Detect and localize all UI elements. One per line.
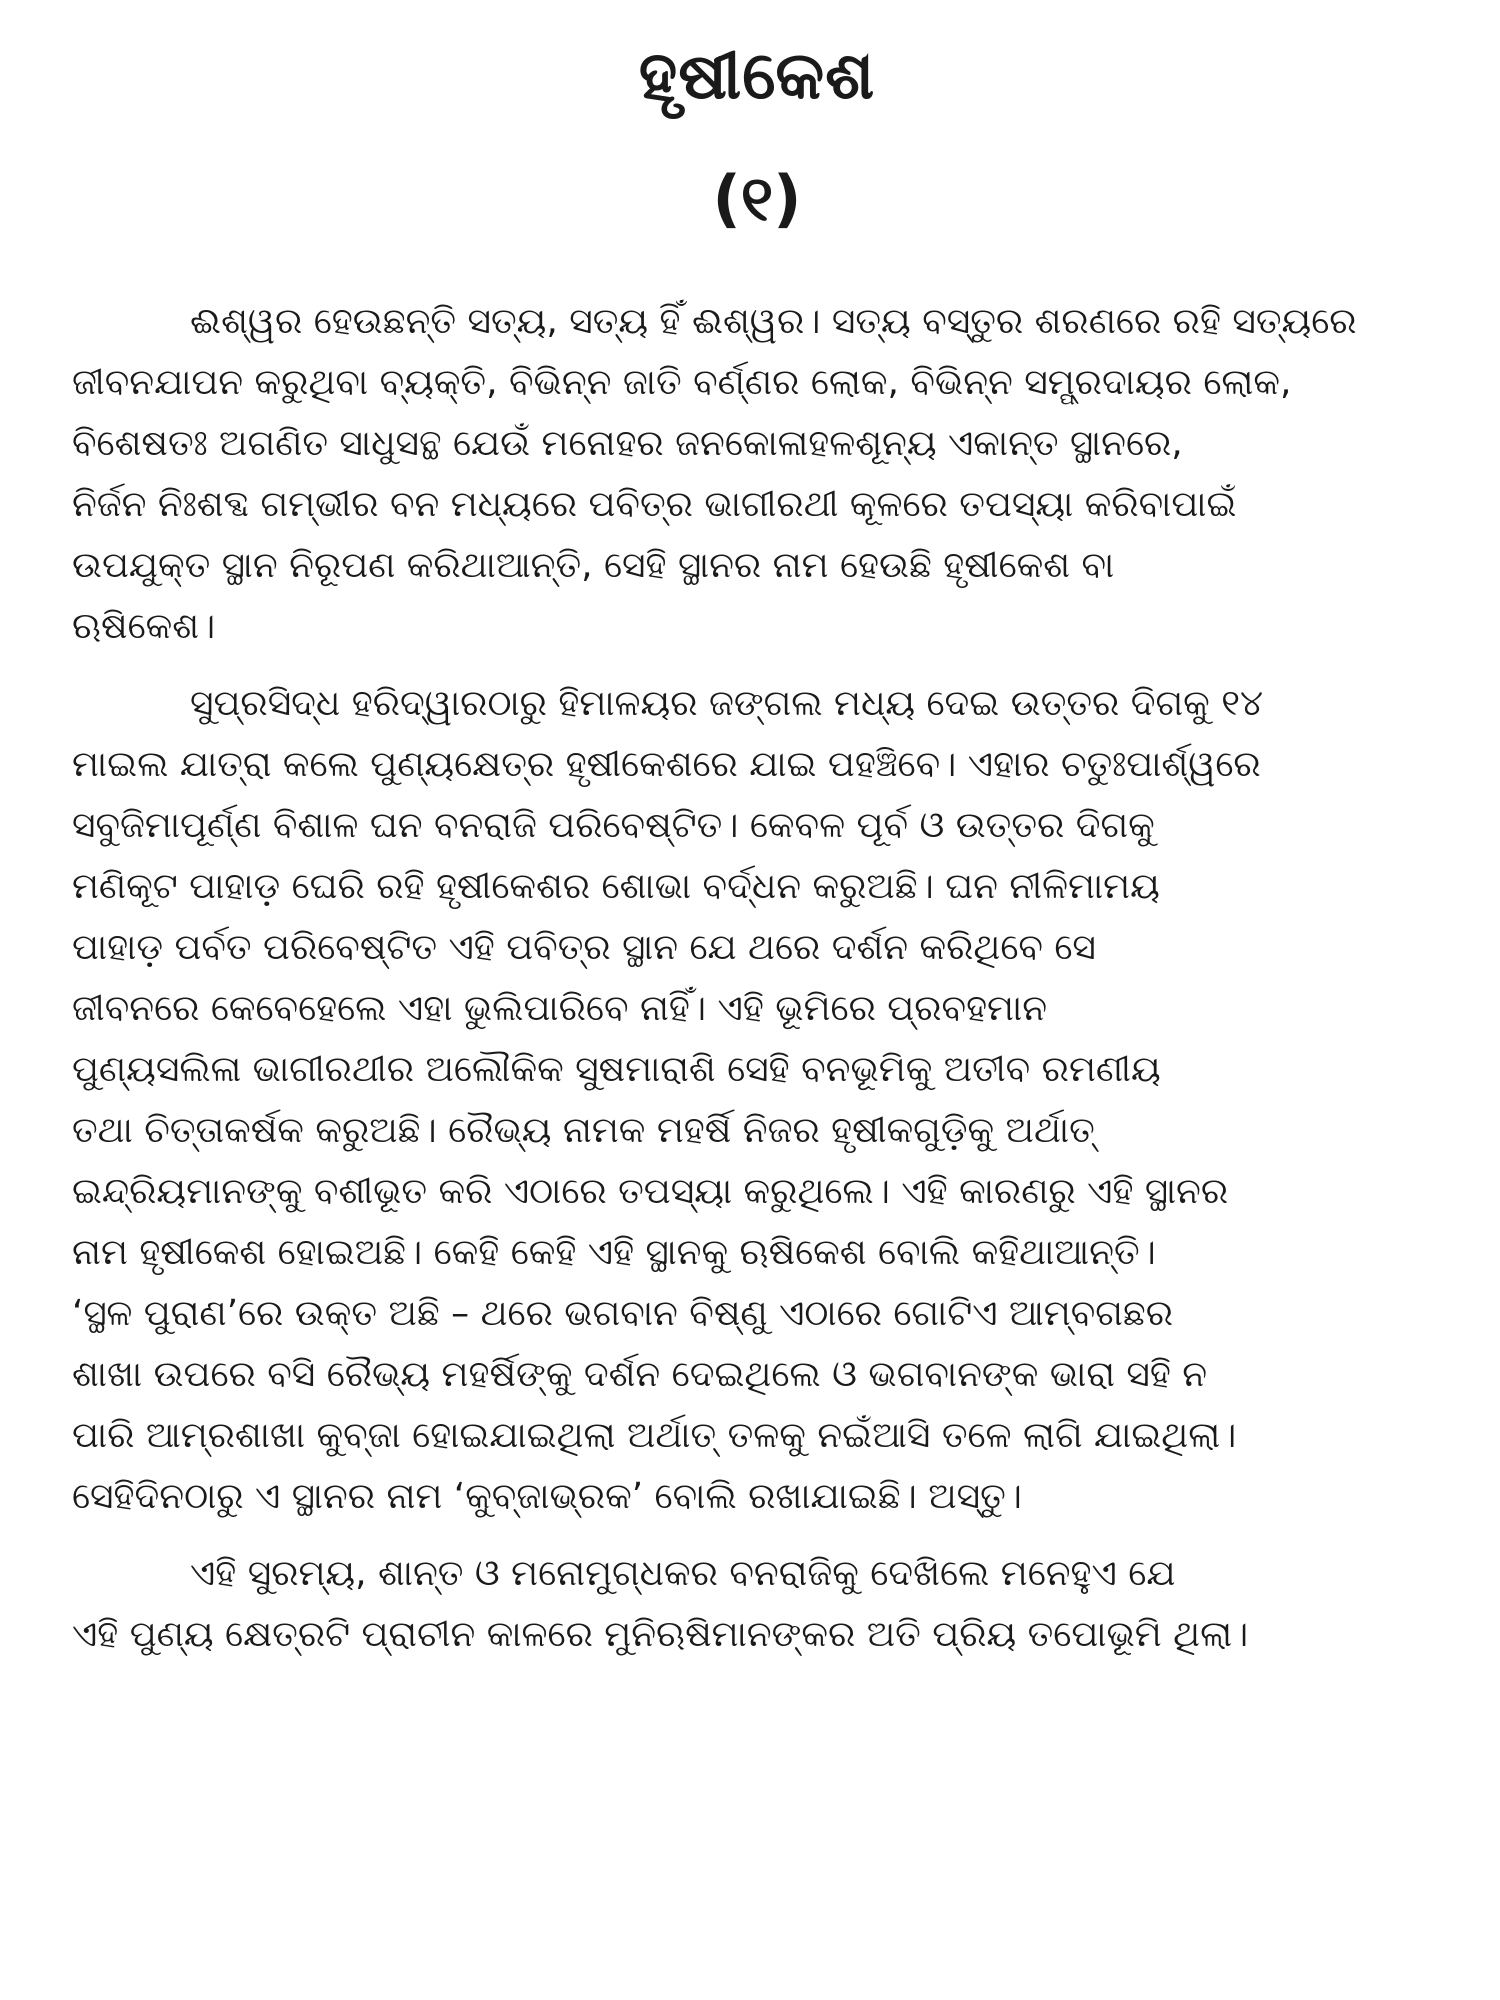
text-line: ସବୁଜିମାପୂର୍ଣ୍ଣ ବିଶାଳ ଘନ ବନରାଜି ପରିବେଷ୍ଟିତ। କେବଳ ପୂର୍ବ ଓ ଉତ୍ତର ଦିଗକୁ: [72, 804, 1155, 846]
text-line: ପୁଣ୍ୟସଲିଳା ଭାଗୀରଥୀର ଅଲୌକିକ ସୁଷମାରାଶି ସେହି ବନଭୂମିକୁ ଅତୀବ ରମଣୀୟ: [72, 1048, 1161, 1090]
text-line: ଶାଖା ଉପରେ ବସି ରୈଭ୍ୟ ମହର୍ଷିଙ୍କୁ ଦର୍ଶନ ଦେଇଥିଲେ ଓ ଭଗବାନଙ୍କ ଭାରା ସହି ନ: [72, 1353, 1208, 1395]
text-line: ଜୀବନଯାପନ କରୁଥିବା ବ୍ୟକ୍ତି, ବିଭିନ୍ନ ଜାତି ବର୍ଣ୍ଣର ଲୋକ, ବିଭିନ୍ନ ସମ୍ପ୍ରଦାୟର ଲୋକ,: [72, 361, 1292, 403]
paragraph-2: [72, 673, 1442, 1527]
text-line: ଈଶ୍ୱର ହେଉଛନ୍ତି ସତ୍ୟ, ସତ୍ୟ ହିଁ ଈଶ୍ୱର। ସତ୍ୟ ବସ୍ତୁର ଶରଣରେ ରହି ସତ୍ୟରେ: [190, 300, 1357, 342]
text-line: ଉପଯୁକ୍ତ ସ୍ଥାନ ନିରୂପଣ କରିଥାଆନ୍ତି, ସେହି ସ୍ଥାନର ନାମ ହେଉଛି ହୃଷୀକେଶ ବା: [72, 544, 1115, 586]
paragraph-1: [72, 291, 1442, 657]
text-line: ଜୀବନରେ କେବେହେଲେ ଏହା ଭୁଲିପାରିବେ ନାହିଁ। ଏହି ଭୂମିରେ ପ୍ରବହମାନ: [72, 987, 1047, 1029]
paragraph-3: [72, 1543, 1442, 1665]
body-text: [72, 291, 1442, 1665]
text-line: ସେହିଦିନଠାରୁ ଏ ସ୍ଥାନର ନାମ ‘କୁବ୍ଜାଭ୍ରକ’ ବୋଲି ରଖାଯାଇଛି। ଅସ୍ତୁ।: [72, 1475, 1022, 1517]
text-line: ନିର୍ଜନ ନିଃଶବ୍ଦ ଗମ୍ଭୀର ବନ ମଧ୍ୟରେ ପବିତ୍ର ଭାଗୀରଥୀ କୂଳରେ ତପସ୍ୟା କରିବାପାଇଁ: [72, 483, 1237, 525]
text-line: ମାଇଲ ଯାତ୍ରା କଲେ ପୁଣ୍ୟକ୍ଷେତ୍ର ହୃଷୀକେଶରେ ଯାଇ ପହଞ୍ଚିବେ। ଏହାର ଚତୁଃପାର୍ଶ୍ୱରେ: [72, 743, 1261, 785]
text-line: ଋଷିକେଶ।: [72, 605, 216, 647]
text-line: ଏହି ସୁରମ୍ୟ, ଶାନ୍ତ ଓ ମନୋମୁଗ୍ଧକର ବନରାଜିକୁ ଦେଖିଲେ ମନେହୁଏ ଯେ: [190, 1552, 1176, 1594]
text-line: ତଥା ଚିତ୍ତାକର୍ଷକ କରୁଅଛି। ରୈଭ୍ୟ ନାମକ ମହର୍ଷି ନିଜର ହୃଷୀକଗୁଡ଼ିକୁ ଅର୍ଥାତ୍: [72, 1109, 1095, 1151]
text-line: ସୁପ୍ରସିଦ୍ଧ ହରିଦ୍ୱାରଠାରୁ ହିମାଳୟର ଜଙ୍ଗଲ ମଧ୍ୟ ଦେଇ ଉତ୍ତର ଦିଗକୁ ୧୪: [190, 682, 1264, 724]
chapter-number: (୧): [712, 161, 802, 235]
text-line: ନାମ ହୃଷୀକେଶ ହୋଇଅଛି। କେହି କେହି ଏହି ସ୍ଥାନକୁ ଋଷିକେଶ ବୋଲି କହିଥାଆନ୍ତି।: [72, 1231, 1156, 1273]
text-line: ବିଶେଷତଃ ଅଗଣିତ ସାଧୁସନ୍ଥ ଯେଉଁ ମନୋହର ଜନକୋଳାହଳଶୂନ୍ୟ ଏକାନ୍ତ ସ୍ଥାନରେ,: [72, 422, 1183, 464]
page-title: ହୃଷୀକେଶ: [638, 37, 876, 114]
text-line: ଇନ୍ଦ୍ରିୟମାନଙ୍କୁ ବଶୀଭୂତ କରି ଏଠାରେ ତପସ୍ୟା କରୁଥିଲେ। ଏହି କାରଣରୁ ଏହି ସ୍ଥାନର: [72, 1170, 1229, 1212]
text-line: ‘ସ୍ଥଳ ପୁରାଣ’ରେ ଉକ୍ତ ଅଛି – ଥରେ ଭଗବାନ ବିଷ୍ଣୁ ଏଠାରେ ଗୋଟିଏ ଆମ୍ବଗଛର: [72, 1292, 1174, 1334]
text-line: ପାରି ଆମ୍ରଶାଖା କୁବ୍ଜା ହୋଇଯାଇଥିଲା ଅର୍ଥାତ୍ ତଳକୁ ନଇଁଆସି ତଳେ ଲାଗି ଯାଇଥିଲା।: [72, 1414, 1237, 1456]
text-line: ପାହାଡ଼ ପର୍ବତ ପରିବେଷ୍ଟିତ ଏହି ପବିତ୍ର ସ୍ଥାନ ଯେ ଥରେ ଦର୍ଶନ କରିଥିବେ ସେ: [72, 926, 1096, 968]
text-line: ମଣିକୂଟ ପାହାଡ଼ ଘେରି ରହି ହୃଷୀକେଶର ଶୋଭା ବର୍ଦ୍ଧନ କରୁଅଛି। ଘନ ନୀଳିମାମୟ: [72, 865, 1160, 907]
text-line: ଏହି ପୁଣ୍ୟ କ୍ଷେତ୍ରଟି ପ୍ରାଚୀନ କାଳରେ ମୁନିଋଷିମାନଙ୍କର ଅତି ପ୍ରିୟ ତପୋଭୂମି ଥିଲା।: [72, 1613, 1249, 1655]
